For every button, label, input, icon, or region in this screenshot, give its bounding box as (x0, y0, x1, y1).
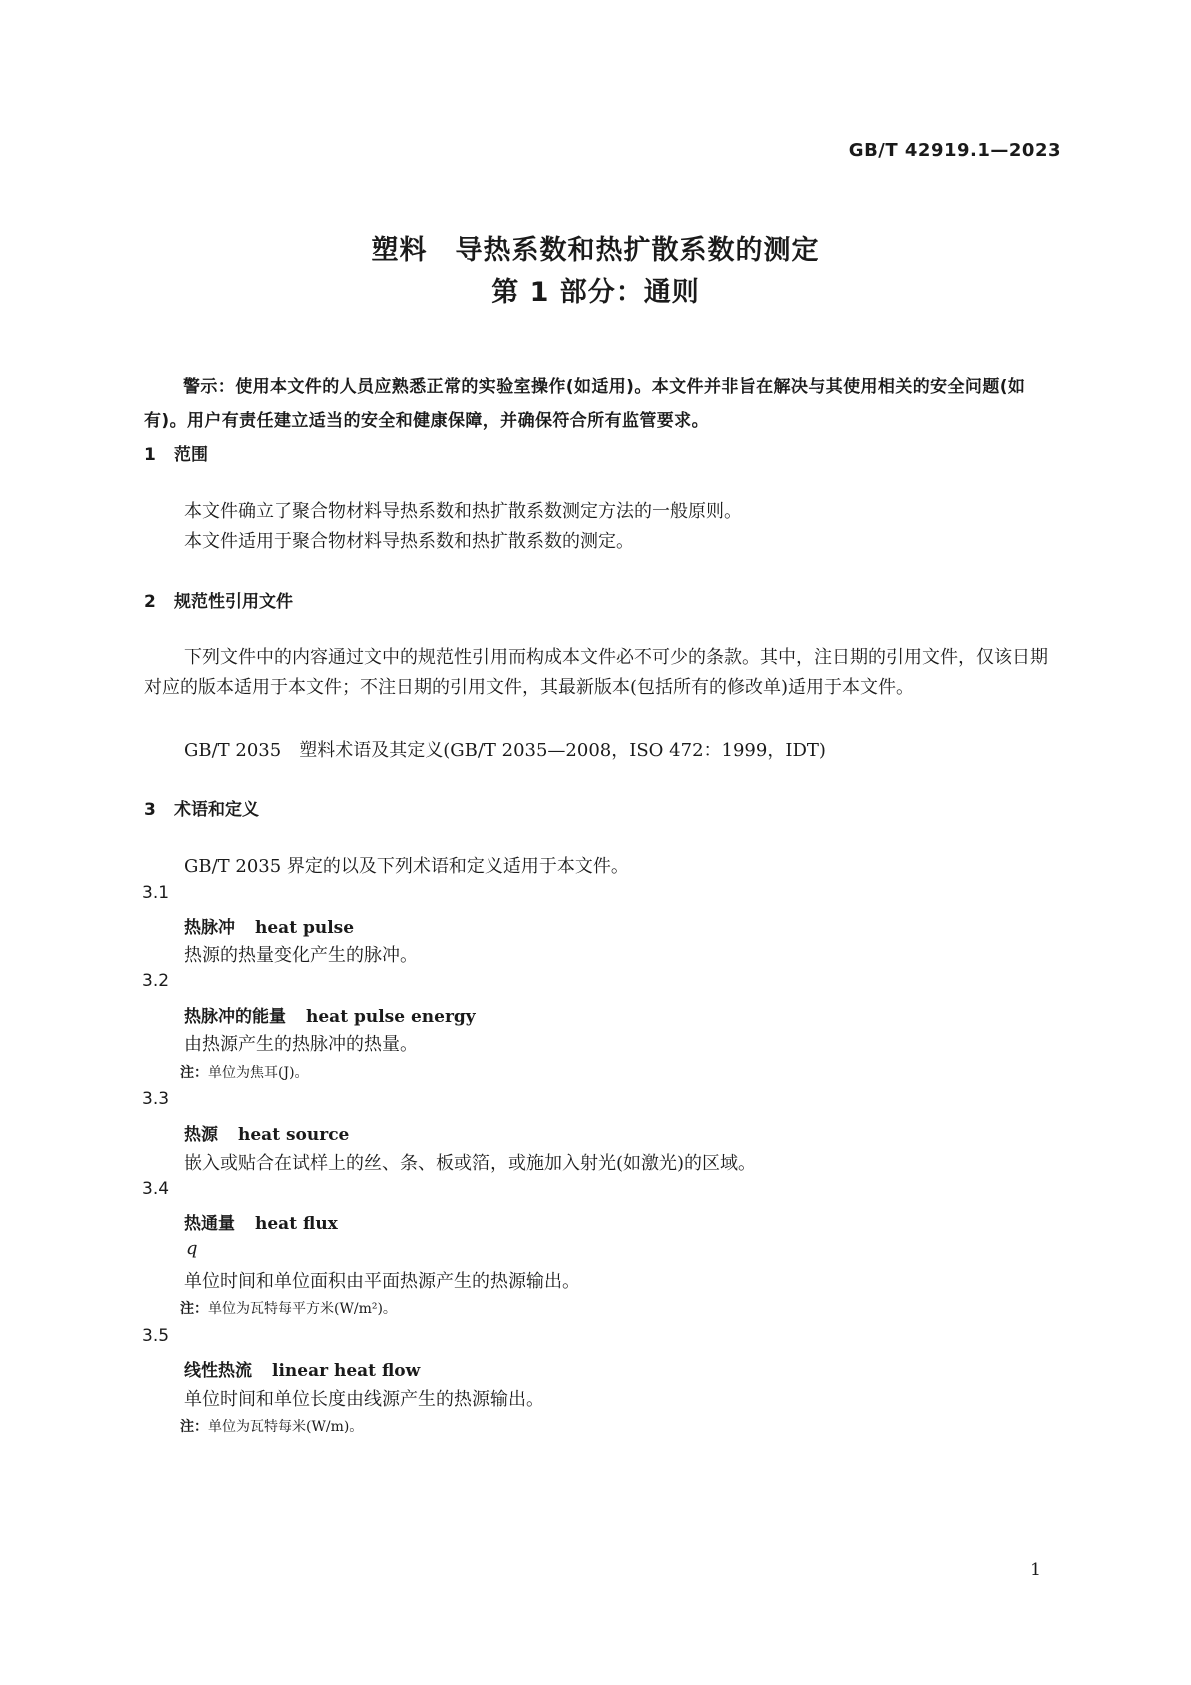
term-heading (184, 1356, 420, 1381)
section-title: 范围 (174, 445, 208, 465)
section-2-paragraph: 下列文件中的内容通过文中的规范性引用而构成本文件必不可少的条款。其中，注日期的引用文件，仅该日期对应的版本适用于本文件；不注日期的引用文件，其最新版本(包括所有的修改单)适用于本文件。 (144, 647, 1048, 698)
term-definition: 单位时间和单位长度由线源产生的热源输出。 (184, 1389, 544, 1410)
term-definition: 单位时间和单位面积由平面热源产生的热源输出。 (184, 1271, 580, 1292)
term-number: 3.4 (142, 1179, 170, 1199)
section-number: 3 (144, 800, 156, 820)
document-title-line1: 塑料 导热系数和热扩散系数的测定 (371, 235, 820, 266)
term-zh: 线性热流 (184, 1361, 252, 1381)
term-heading (184, 1002, 476, 1027)
term-symbol: q (186, 1238, 198, 1259)
section-title: 规范性引用文件 (174, 592, 293, 612)
term-en: heat pulse energy (306, 1007, 476, 1027)
term-note (180, 1416, 363, 1436)
term-number: 3.2 (142, 971, 170, 991)
section-title: 术语和定义 (174, 800, 259, 820)
term-definition: 由热源产生的热脉冲的热量。 (184, 1034, 418, 1055)
note-text: 单位为瓦特每米(W/m)。 (208, 1419, 364, 1435)
section-1-heading (144, 440, 208, 465)
term-number: 3.3 (142, 1089, 170, 1109)
note-label: 注： (180, 1301, 208, 1317)
term-number: 3.1 (142, 883, 170, 903)
note-label: 注： (180, 1419, 208, 1435)
term-zh: 热源 (184, 1125, 218, 1145)
section-2-heading (144, 587, 293, 612)
term-note (180, 1298, 397, 1318)
section-3-intro: GB/T 2035 界定的以及下列术语和定义适用于本文件。 (184, 856, 629, 877)
document-title-line2: 第 1 部分：通则 (491, 277, 700, 308)
normative-reference: GB/T 2035 塑料术语及其定义(GB/T 2035—2008，ISO 472：1999，IDT) (184, 740, 826, 761)
section-1-paragraph-2: 本文件适用于聚合物材料导热系数和热扩散系数的测定。 (184, 531, 634, 552)
warning-paragraph: 警示：使用本文件的人员应熟悉正常的实验室操作(如适用)。本文件并非旨在解决与其使用相关的安全问题(如有)。用户有责任建立适当的安全和健康保障，并确保符合所有监管要求。 (144, 377, 1026, 431)
section-1-paragraph-1: 本文件确立了聚合物材料导热系数和热扩散系数测定方法的一般原则。 (184, 501, 742, 522)
term-heading (184, 1120, 349, 1145)
term-definition: 热源的热量变化产生的脉冲。 (184, 945, 418, 966)
term-zh: 热通量 (184, 1214, 235, 1234)
page-number: 1 (1030, 1560, 1041, 1580)
term-en: heat pulse (255, 918, 355, 938)
term-heading (184, 1209, 338, 1234)
term-en: linear heat flow (272, 1361, 421, 1381)
term-en: heat flux (255, 1214, 338, 1234)
term-en: heat source (238, 1125, 350, 1145)
standard-number: GB/T 42919.1—2023 (848, 140, 1061, 161)
note-label: 注： (180, 1065, 208, 1081)
term-number: 3.5 (142, 1326, 170, 1346)
note-text: 单位为焦耳(J)。 (208, 1065, 309, 1081)
term-zh: 热脉冲的能量 (184, 1007, 286, 1027)
term-heading (184, 913, 354, 938)
term-zh: 热脉冲 (184, 918, 235, 938)
section-number: 2 (144, 592, 156, 612)
note-text: 单位为瓦特每平方米(W/m²)。 (208, 1301, 397, 1317)
section-3-heading (144, 795, 259, 820)
term-note (180, 1062, 309, 1082)
term-definition: 嵌入或贴合在试样上的丝、条、板或箔，或施加入射光(如激光)的区域。 (184, 1153, 757, 1174)
section-number: 1 (144, 445, 156, 465)
